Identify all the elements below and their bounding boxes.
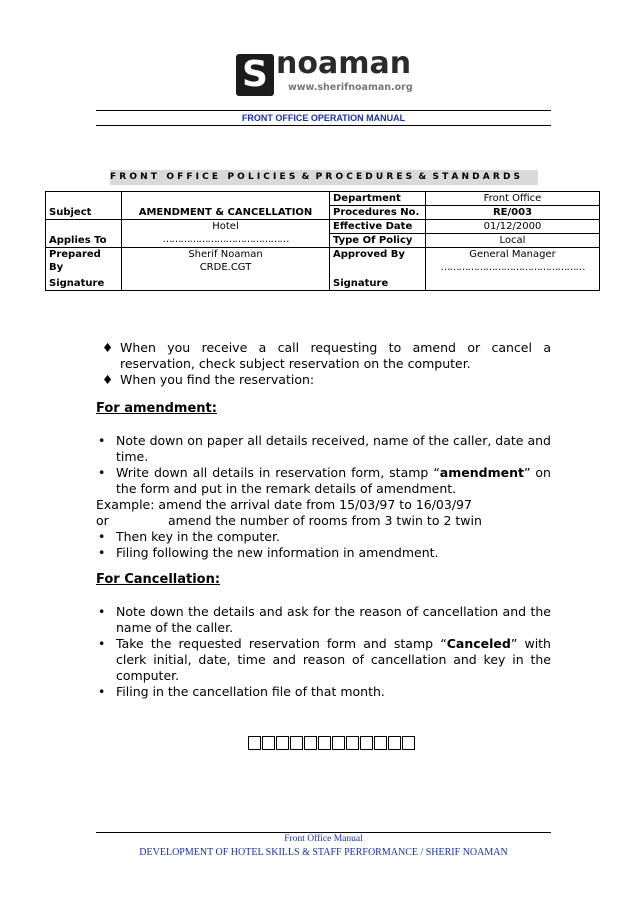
round-bullet-icon: • bbox=[98, 465, 106, 480]
amendment-heading: For amendment: bbox=[96, 401, 217, 416]
list-item: • Note down on paper all details received, name of the caller, date and time. bbox=[98, 433, 551, 464]
footer-subtitle: DEVELOPMENT OF HOTEL SKILLS & STAFF PERFORMANCE / SHERIF NOAMAN bbox=[139, 847, 508, 858]
empty-box-icon bbox=[290, 736, 303, 750]
example-line: Example: amend the arrival date from 15/03/97 to 16/03/97 bbox=[96, 497, 472, 512]
logo-url: www.sherifnoaman.org bbox=[288, 82, 413, 93]
signature-field bbox=[122, 274, 330, 291]
department-value: Front Office bbox=[426, 192, 600, 206]
subject-label: Subject bbox=[46, 192, 122, 220]
empty-box-icon bbox=[318, 736, 331, 750]
empty-box-icon bbox=[374, 736, 387, 750]
applies-cell bbox=[122, 220, 330, 248]
or-word: or bbox=[96, 513, 109, 528]
empty-box-icon bbox=[402, 736, 415, 750]
round-bullet-icon: • bbox=[98, 433, 106, 448]
list-item: • Then key in the computer. bbox=[98, 529, 280, 544]
applies-label: Applies To bbox=[46, 220, 122, 248]
effective-label: Effective Date bbox=[330, 220, 426, 234]
effective-value: 01/12/2000 bbox=[426, 220, 600, 234]
intro-item: ♦ When you receive a call requesting to amend or cancel a reservation, check subject reservation on the computer. bbox=[102, 340, 551, 371]
policy-info-table bbox=[45, 191, 600, 291]
footer-manual-name: Front Office Manual bbox=[284, 834, 363, 844]
list-item: • Filing following the new information in amendment. bbox=[98, 545, 439, 560]
prepared-title: CRDE.CGT bbox=[199, 262, 252, 273]
signature-field-right bbox=[426, 274, 600, 291]
procedures-value: RE/003 bbox=[426, 206, 600, 220]
prepared-label-2: By bbox=[49, 262, 64, 273]
signature-label-right: Signature bbox=[330, 274, 426, 291]
prepared-label-cell bbox=[46, 248, 122, 275]
signature-label: Signature bbox=[46, 274, 122, 291]
policies-banner: F R O N T O F F I C E P O L I C I E S & P R O C E D U R E S & S T A N D A R D S bbox=[110, 170, 538, 185]
amendment-section bbox=[96, 401, 551, 561]
manual-title: FRONT OFFICE OPERATION MANUAL bbox=[241, 113, 406, 123]
cancellation-section bbox=[96, 572, 551, 700]
intro-section bbox=[100, 340, 551, 388]
or-line: or amend the number of rooms from 3 twin to 2 twin bbox=[96, 513, 482, 528]
prepared-name: Sherif Noaman bbox=[188, 249, 263, 260]
subject-value: AMENDMENT & CANCELLATION bbox=[122, 192, 330, 220]
empty-box-icon bbox=[262, 736, 275, 750]
list-item: • Note down the details and ask for the reason of cancellation and the name of the caller. bbox=[98, 604, 551, 635]
diamond-bullet-icon: ♦ bbox=[102, 372, 114, 387]
header-rule-top bbox=[96, 110, 551, 111]
empty-box-icon bbox=[248, 736, 261, 750]
list-item: • Filing in the cancellation file of that month. bbox=[98, 684, 385, 699]
round-bullet-icon: • bbox=[98, 545, 106, 560]
applies-dots: …………………………………… bbox=[162, 234, 289, 245]
header-rule-bottom bbox=[96, 125, 551, 126]
applies-value: Hotel bbox=[212, 221, 239, 232]
empty-box-icon bbox=[276, 736, 289, 750]
approved-dots: ………………………………………… bbox=[440, 262, 585, 273]
noaman-logo bbox=[236, 46, 416, 104]
list-item: • Take the requested reservation form and stamp “Canceled” with clerk initial, date, time and reason of cancellation and key in the computer. bbox=[98, 636, 551, 683]
prepared-label-1: Prepared bbox=[49, 249, 101, 260]
round-bullet-icon: • bbox=[98, 684, 106, 699]
policy-type-label: Type Of Policy bbox=[330, 234, 426, 248]
canceled-stamp-word: Canceled bbox=[446, 636, 511, 651]
round-bullet-icon: • bbox=[98, 529, 106, 544]
footer-rule bbox=[96, 832, 551, 833]
list-item: • Write down all details in reservation form, stamp “amendment” on the form and put in the remark details of amendment. bbox=[98, 465, 551, 496]
empty-box-icon bbox=[360, 736, 373, 750]
department-label: Department bbox=[330, 192, 426, 206]
empty-box-icon bbox=[346, 736, 359, 750]
empty-box-icon bbox=[332, 736, 345, 750]
intro-item: ♦ When you find the reservation: bbox=[102, 372, 315, 387]
logo-word: noaman bbox=[276, 46, 412, 81]
policy-type-value: Local bbox=[426, 234, 600, 248]
prepared-value-cell bbox=[122, 248, 330, 275]
approved-value: General Manager bbox=[469, 249, 556, 260]
logo-letter: S bbox=[236, 54, 274, 96]
amendment-stamp-word: amendment bbox=[439, 465, 524, 480]
procedures-label: Procedures No. bbox=[330, 206, 426, 220]
round-bullet-icon: • bbox=[98, 604, 106, 619]
diamond-bullet-icon: ♦ bbox=[102, 340, 114, 355]
approved-label: Approved By bbox=[330, 248, 426, 275]
empty-box-icon bbox=[304, 736, 317, 750]
empty-box-icon bbox=[388, 736, 401, 750]
empty-box-row bbox=[248, 736, 416, 750]
cancellation-heading: For Cancellation: bbox=[96, 572, 221, 587]
approved-value-cell bbox=[426, 248, 600, 275]
round-bullet-icon: • bbox=[98, 636, 106, 651]
